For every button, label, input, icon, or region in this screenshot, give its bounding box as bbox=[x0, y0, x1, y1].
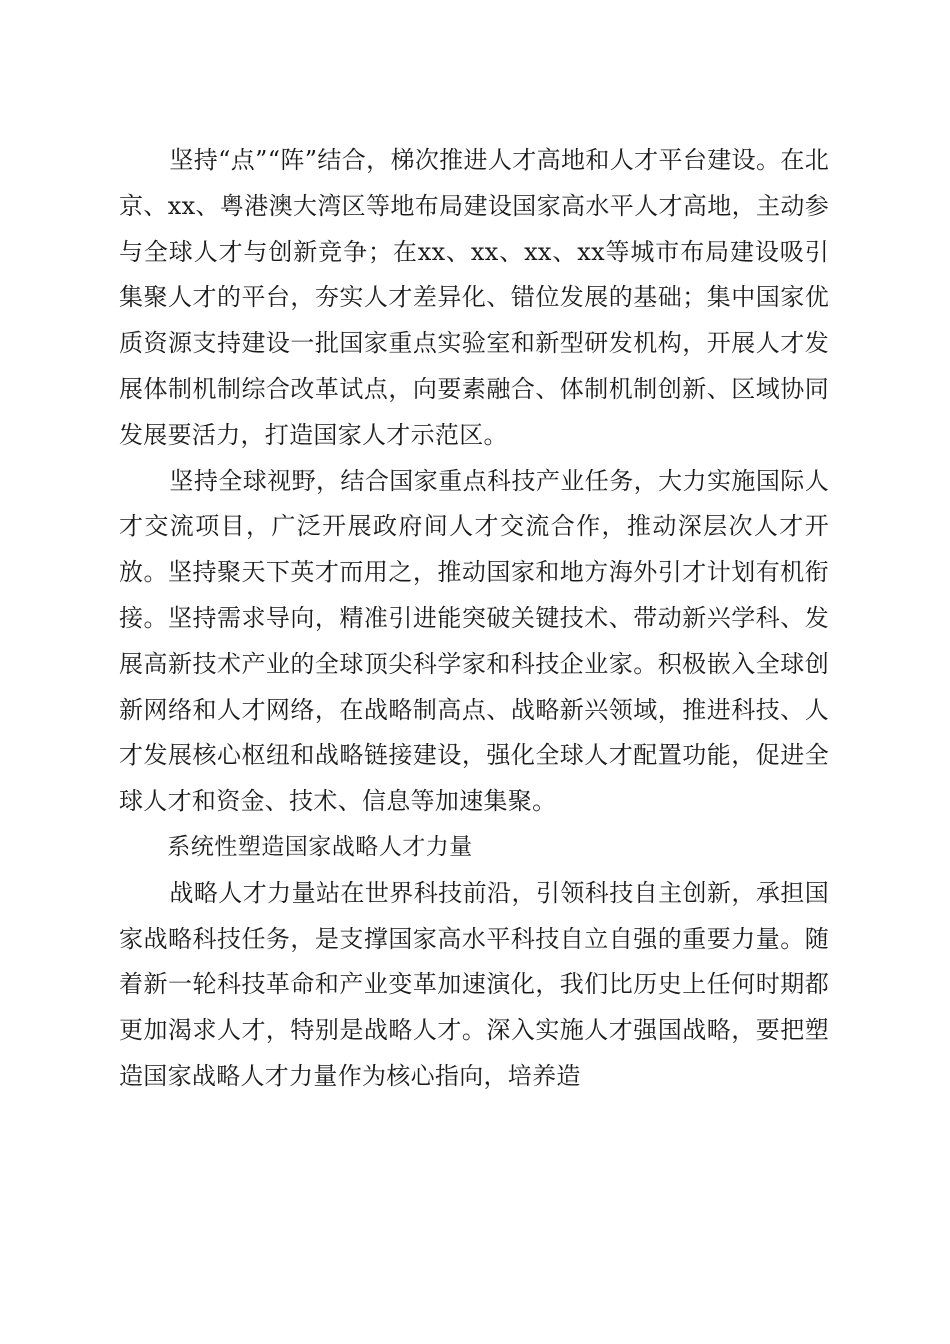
paragraph-global-vision: 坚持全球视野，结合国家重点科技产业任务，大力实施国际人才交流项目，广泛开展政府间人才交流合作，推动深层次人才开放。坚持聚天下英才而用之，推动国家和地方海外引才计划有机衔接。坚持需求导向，精准引进能突破关键技术、带动新兴学科、发展高新技术产业的全球顶尖科学家和科技企业家。积极嵌入全球创新网络和人才网络，在战略制高点、战略新兴领域，推进科技、人才发展核心枢纽和战略链接建设，强化全球人才配置功能，促进全球人才和资金、技术、信息等加速集聚。 bbox=[119, 466, 829, 816]
document-body bbox=[119, 138, 829, 1100]
section-heading: 系统性塑造国家战略人才力量 bbox=[167, 833, 473, 860]
paragraph-strategic-talent: 战略人才力量站在世界科技前沿，引领科技自主创新，承担国家战略科技任务，是支撑国家高水平科技自立自强的重要力量。随着新一轮科技革命和产业变革加速演化，我们比历史上任何时期都更加渴求人才，特别是战略人才。深入实施人才强国战略，要把塑造国家战略人才力量作为核心指向，培养造 bbox=[119, 878, 829, 1090]
paragraph-talent-platforms: 坚持“点”“阵”结合，梯次推进人才高地和人才平台建设。在北京、xx、粤港澳大湾区等地布局建设国家高水平人才高地，主动参与全球人才与创新竞争；在xx、xx、xx、xx等城市布局建设吸引集聚人才的平台，夯实人才差异化、错位发展的基础；集中国家优质资源支持建设一批国家重点实验室和新型研发机构，开展人才发展体制机制综合改革试点，向要素融合、体制机制创新、区域协同发展要活力，打造国家人才示范区。 bbox=[119, 146, 829, 449]
